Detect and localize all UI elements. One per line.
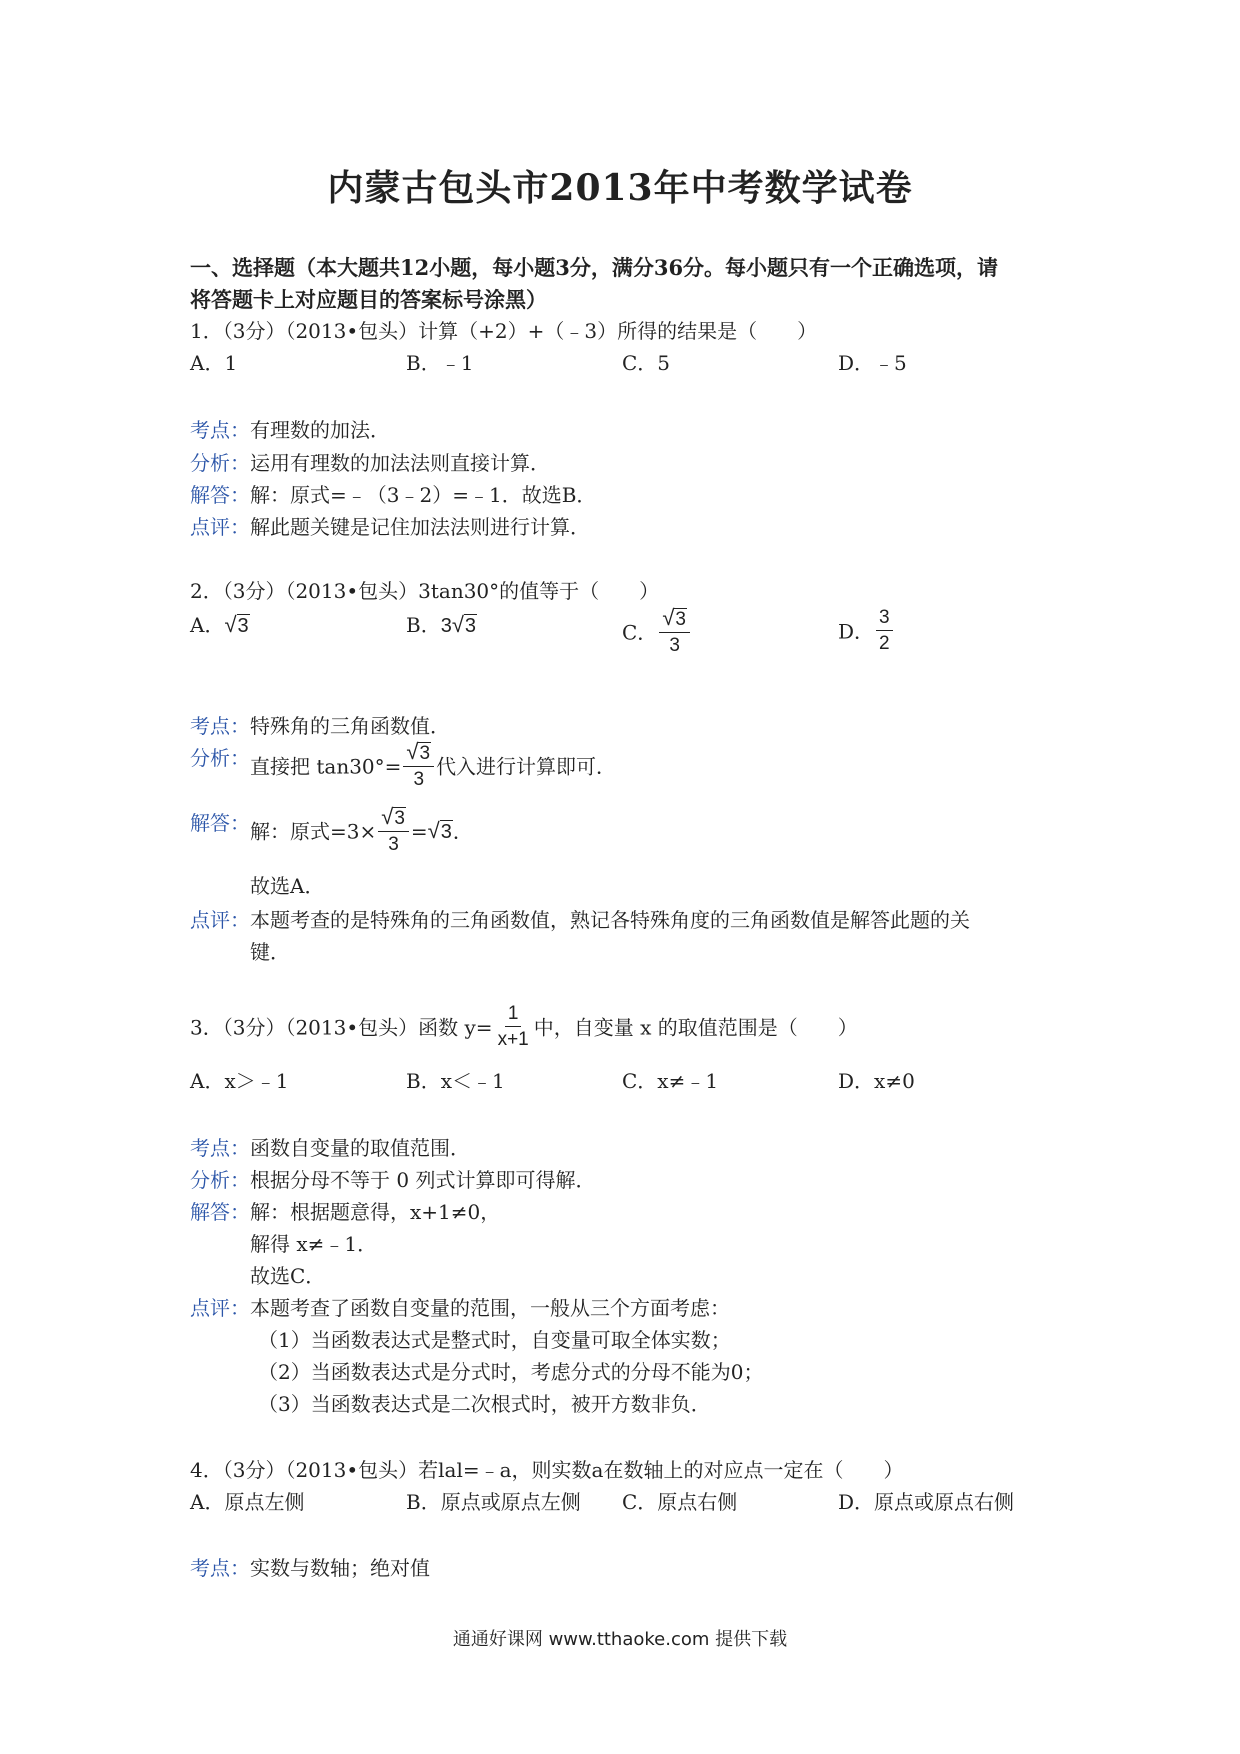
q1-fenxi-text: 运用有理数的加法法则直接计算．: [250, 451, 550, 475]
page-footer: 通通好课网 www.tthaoke.com 提供下载: [452, 1629, 788, 1650]
radicand: 3: [394, 808, 405, 829]
section-heading-line2: 将答题卡上对应题目的答案标号涂黑）: [190, 287, 547, 312]
q2-jieda-text: [250, 805, 473, 858]
radicand: 3: [237, 615, 249, 637]
q3-dianping-text: 本题考查了函数自变量的范围，一般从三个方面考虑：: [250, 1296, 730, 1320]
q2-option-d: [838, 606, 895, 657]
denominator: x+1: [497, 1029, 529, 1050]
q2-kaodian: [190, 711, 450, 741]
fenxi-label: 分析：: [190, 451, 250, 475]
q3-fenxi-text: 根据分母不等于 0 列式计算即可得解．: [250, 1168, 596, 1192]
q3-stem-pre: 3．（3分）（2013•包头）函数 y=: [190, 1015, 493, 1040]
jieda-label: 解答：: [190, 1200, 250, 1224]
q4-option-c: C．原点右侧: [622, 1490, 738, 1514]
q3-stem: [190, 1002, 858, 1053]
numerator: 3: [876, 606, 893, 631]
kaodian-label: 考点：: [190, 1136, 250, 1160]
q2-fenxi-pre: 直接把 tan30°=: [250, 754, 402, 779]
fraction: [495, 1002, 532, 1053]
q1-option-b: B．﹣1: [406, 351, 474, 375]
dianping-label: 点评：: [190, 1296, 250, 1320]
q2-jieda-pre: 解：原式=3×: [250, 819, 377, 844]
q3-jieda-text2: 解得 x≠﹣1．: [250, 1232, 378, 1256]
q2-dianping: [190, 905, 970, 935]
q4-stem: 4．（3分）（2013•包头）若lal=﹣a，则实数a在数轴上的对应点一定在（ ）: [190, 1458, 904, 1482]
page-title: 内蒙古包头市2013年中考数学试卷: [327, 167, 913, 209]
q2-jieda-eq: =: [410, 819, 428, 844]
q3-kaodian: [190, 1133, 470, 1163]
numerator: 1: [505, 1002, 522, 1027]
q2-jieda-conclusion: 故选A．: [250, 874, 325, 898]
q3-kaodian-text: 函数自变量的取值范围．: [250, 1136, 470, 1160]
fraction: $\frac{√3}{3}$: [659, 606, 690, 659]
q3-fenxi: [190, 1165, 595, 1195]
q3-point-3: （3）当函数表达式是二次根式时，被开方数非负．: [258, 1392, 711, 1416]
q1-kaodian: [190, 415, 390, 445]
q2-option-a-label: A．: [190, 613, 225, 637]
jieda-label: 解答：: [190, 811, 250, 835]
fraction: $\frac{√3}{3}$: [378, 805, 409, 858]
q2-jieda-label-row: [190, 808, 250, 838]
dianping-label: 点评：: [190, 908, 250, 932]
kaodian-label: 考点：: [190, 418, 250, 442]
kaodian-label: 考点：: [190, 714, 250, 738]
sqrt-symbol: √3: [427, 818, 452, 843]
radicand: 3: [464, 615, 477, 637]
denominator: 2: [879, 633, 890, 654]
coefficient: 3: [440, 615, 452, 637]
section-heading-line1: 一、选择题（本大题共12小题，每小题3分，满分36分。每小题只有一个正确选项，请: [190, 255, 999, 280]
fenxi-label: 分析：: [190, 1168, 250, 1192]
dianping-label: 点评：: [190, 515, 250, 539]
q1-option-a: A．1: [190, 351, 238, 375]
fenxi-label: 分析：: [190, 746, 250, 770]
q3-option-d: D．x≠0: [838, 1069, 915, 1093]
q2-stem: 2．（3分）（2013•包头）3tan30°的值等于（ ）: [190, 579, 660, 603]
q1-dianping: [190, 512, 590, 542]
q3-jieda: [190, 1197, 500, 1227]
denominator: 3: [388, 834, 399, 855]
denominator: 3: [413, 769, 425, 790]
q2-kaodian-text: 特殊角的三角函数值．: [250, 714, 450, 738]
sqrt-symbol: √3: [451, 612, 477, 637]
q3-stem-post: 中，自变量 x 的取值范围是（ ）: [533, 1015, 858, 1040]
q4-option-d: D．原点或原点右侧: [838, 1490, 1015, 1514]
q3-point-2: （2）当函数表达式是分式时，考虑分式的分母不能为0；: [258, 1360, 764, 1384]
q2-dianping-text1: 本题考查的是特殊角的三角函数值，熟记各特殊角度的三角函数值是解答此题的关: [250, 908, 970, 932]
q1-jieda: [190, 480, 596, 510]
q1-kaodian-text: 有理数的加法．: [250, 418, 390, 442]
q2-fenxi-label-row: [190, 743, 250, 773]
q2-option-b: [406, 610, 477, 641]
q2-dianping-text2: 键．: [250, 940, 290, 964]
q3-jieda-text1: 解：根据题意得，x+1≠0，: [250, 1200, 501, 1224]
q3-jieda-text3: 故选C．: [250, 1264, 326, 1288]
radicand: 3: [419, 743, 431, 764]
q1-dianping-text: 解此题关键是记住加法法则进行计算．: [250, 515, 590, 539]
q1-option-c: C．5: [622, 351, 671, 375]
q2-option-c: [622, 606, 692, 659]
q3-option-c: C．x≠﹣1: [622, 1069, 719, 1093]
fraction: [876, 606, 893, 657]
radicand: 3: [440, 821, 452, 843]
q2-option-c-label: C．: [622, 620, 658, 645]
q3-option-b: B．x＜﹣1: [406, 1069, 505, 1093]
denominator: 3: [669, 635, 680, 656]
q1-stem: 1．（3分）（2013•包头）计算（+2）+（﹣3）所得的结果是（ ）: [190, 319, 818, 343]
q2-jieda-end: ．: [452, 819, 473, 844]
q1-option-d: D．﹣5: [838, 351, 907, 375]
radicand: 3: [675, 609, 686, 630]
q4-kaodian-text: 实数与数轴；绝对值: [250, 1556, 430, 1580]
q2-option-a: [190, 610, 250, 641]
jieda-label: 解答：: [190, 483, 250, 507]
q1-fenxi: [190, 448, 550, 478]
q1-jieda-text: 解：原式=﹣（3﹣2）=﹣1．故选B．: [250, 483, 597, 507]
q4-kaodian: [190, 1553, 430, 1583]
q3-point-1: （1）当函数表达式是整式时，自变量可取全体实数；: [258, 1328, 731, 1352]
q2-fenxi-post: 代入进行计算即可．: [436, 754, 617, 779]
q4-option-b: B．原点或原点左侧: [406, 1490, 581, 1514]
q3-option-a: A．x＞﹣1: [190, 1069, 289, 1093]
kaodian-label: 考点：: [190, 1556, 250, 1580]
q3-dianping: [190, 1293, 730, 1323]
q4-option-a: A．原点左侧: [190, 1490, 305, 1514]
sqrt-symbol: √3: [224, 612, 249, 637]
q2-fenxi-text: [250, 740, 616, 793]
q2-option-b-label: B．: [406, 613, 441, 637]
q2-option-d-label: D．: [838, 619, 875, 644]
fraction: $\frac{√3}{3}$: [403, 740, 434, 793]
